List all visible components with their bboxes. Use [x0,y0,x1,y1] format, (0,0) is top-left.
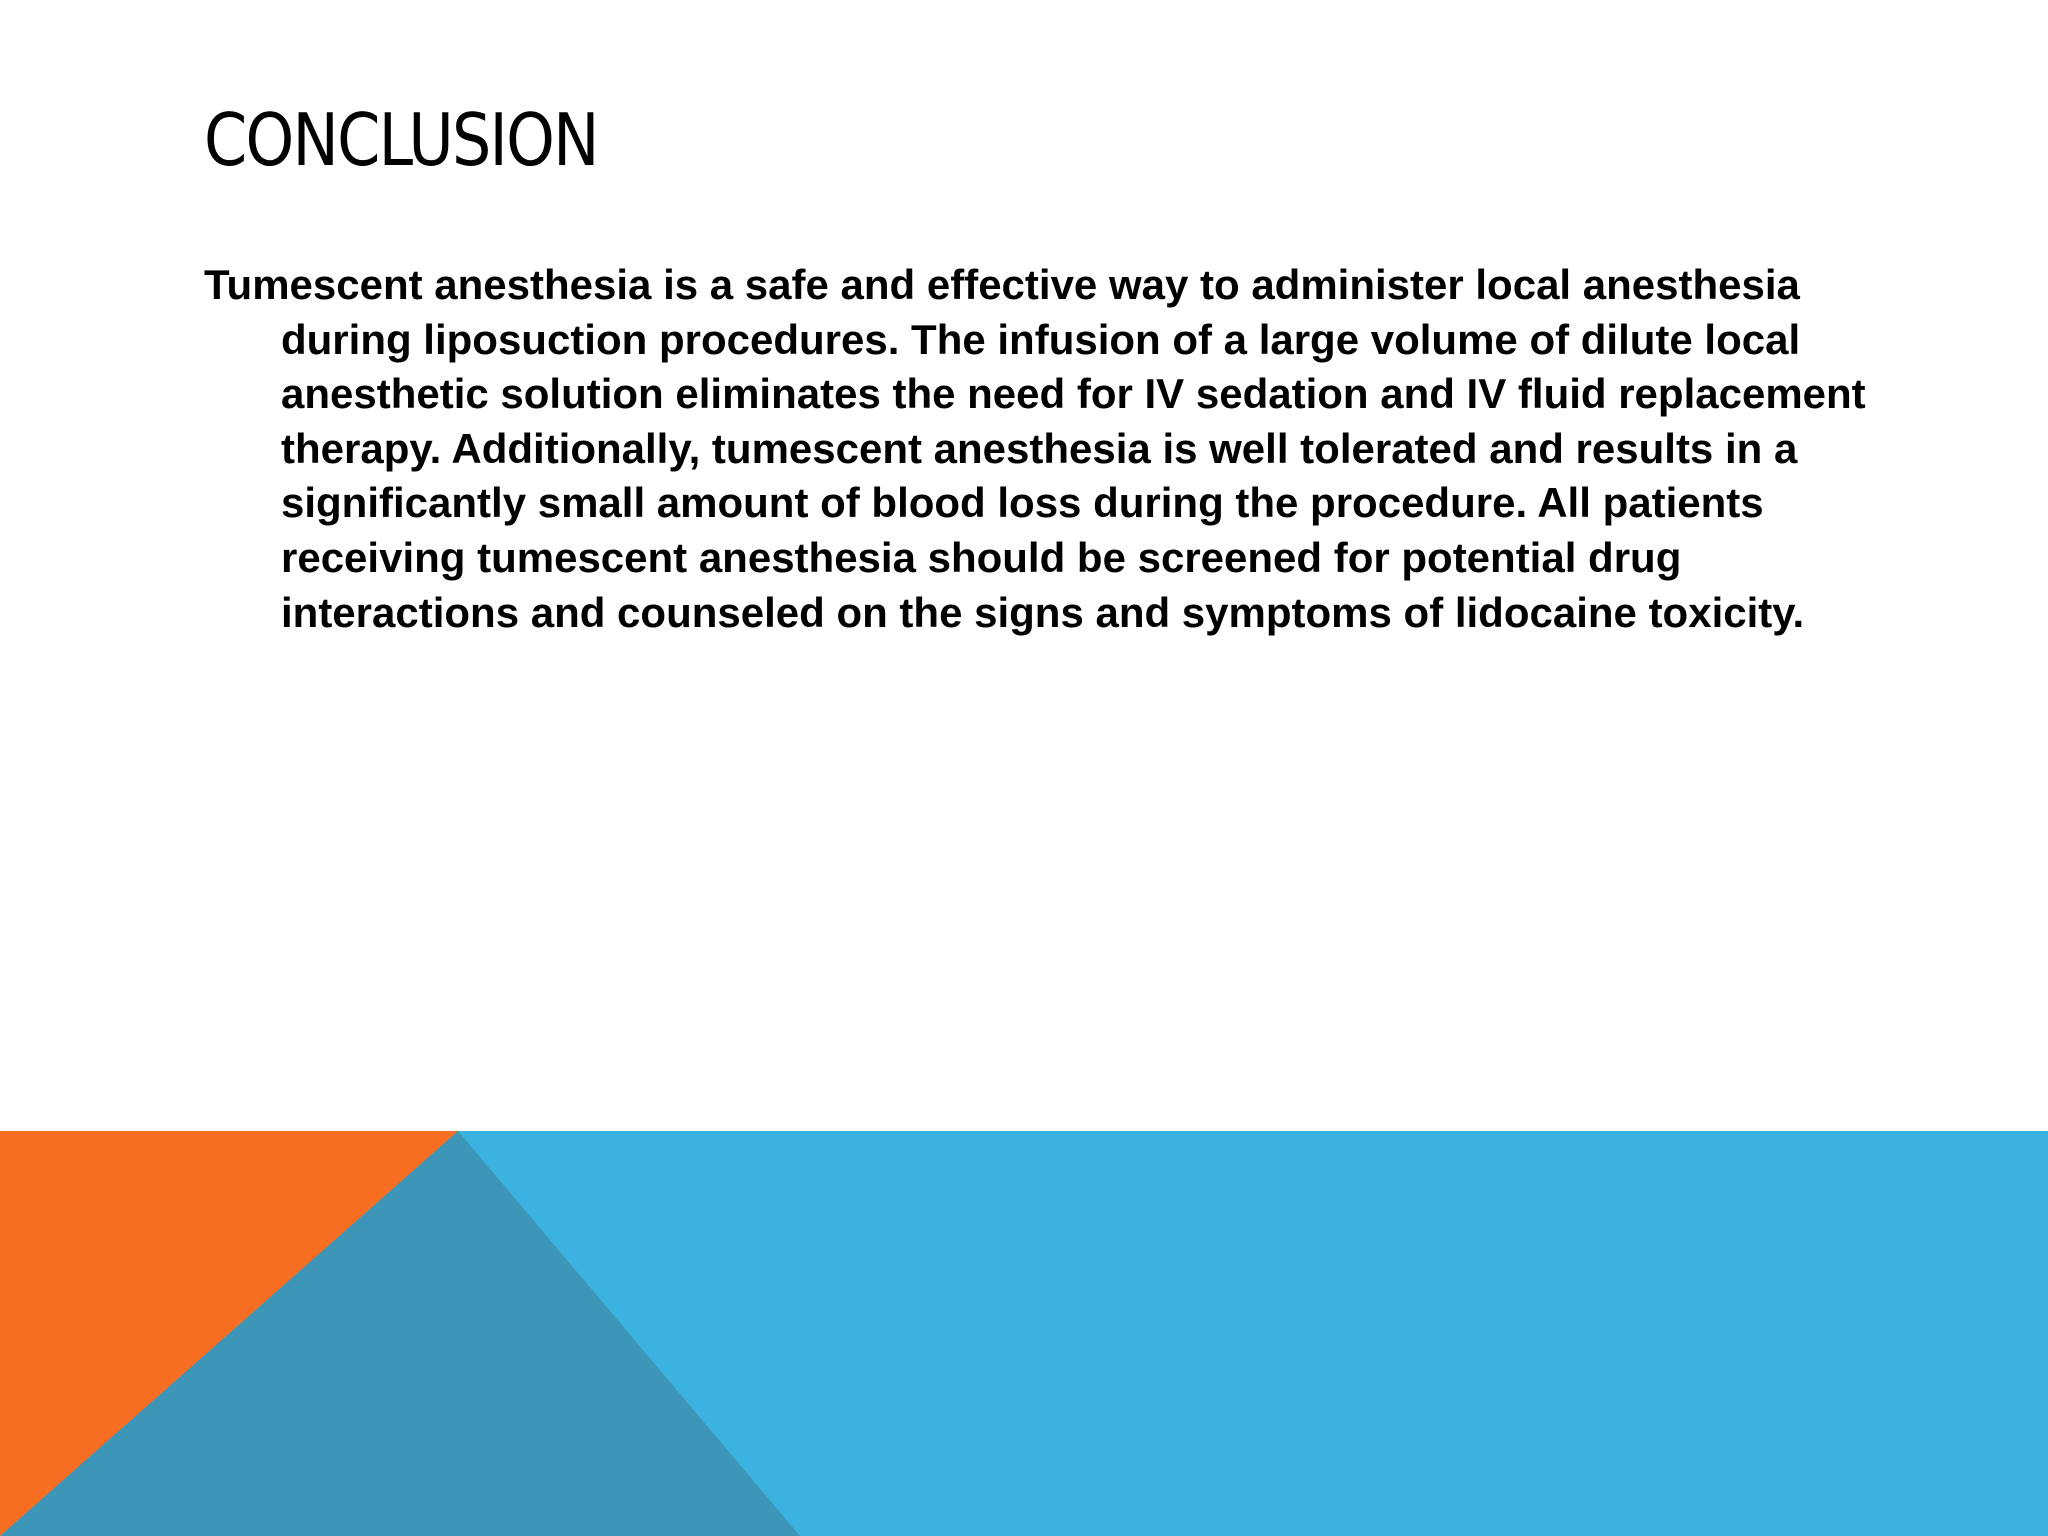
slide-title: CONCLUSION [204,98,598,182]
slide-body-text: Tumescent anesthesia is a safe and effective way to administer local anesthesia during liposuction procedures. The infusion of a large volume of dilute local anesthetic solution eliminates the need for IV sedation and IV fluid replacement therapy. Additionally, tumescent anesthesia is well tolerated and results in a significantly small amount of blood loss during the procedure. All patients receiving tumescent anesthesia should be screened for potential drug interactions and counseled on the signs and symptoms of lidocaine toxicity. [204,261,1866,636]
footer-decoration [0,1131,2048,1536]
